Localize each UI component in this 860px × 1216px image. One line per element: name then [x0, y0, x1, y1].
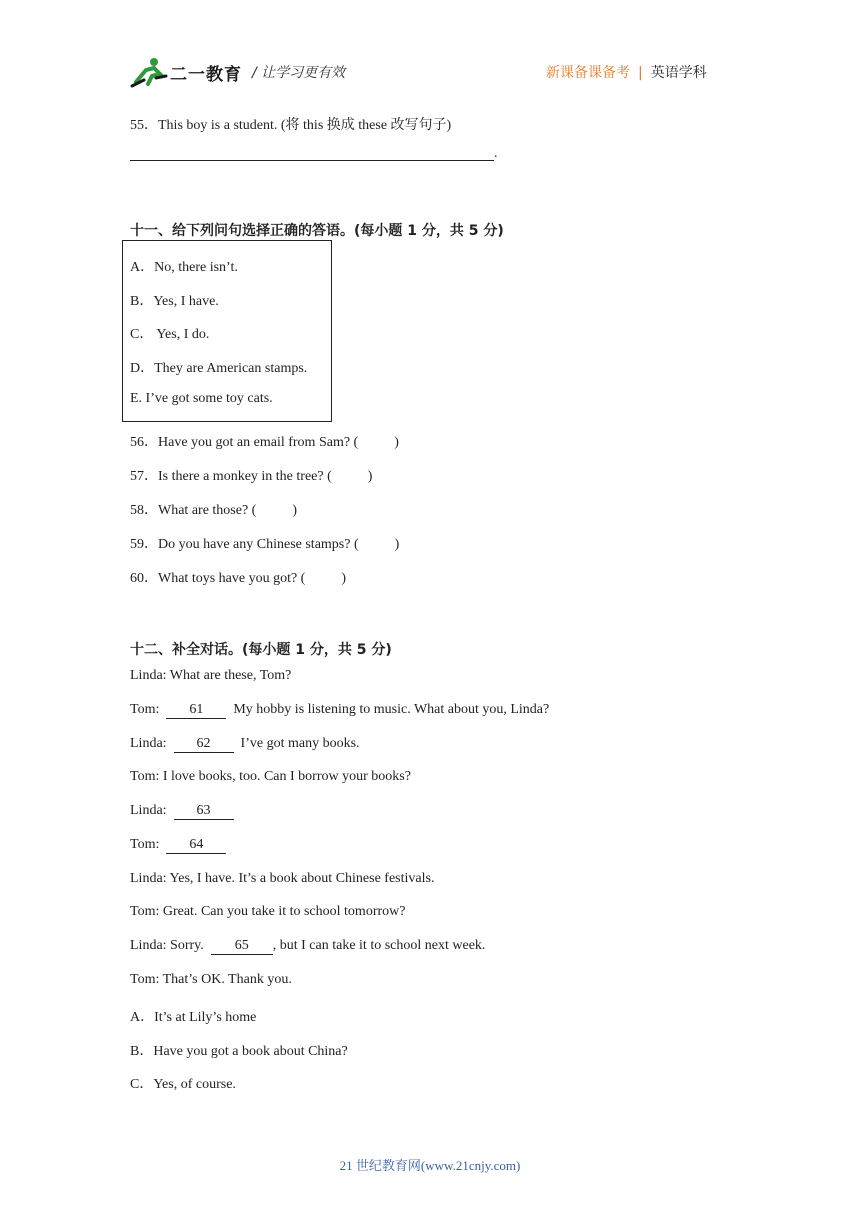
dialog-line-2: [130, 702, 549, 719]
speaker-linda: Linda:: [130, 803, 167, 818]
section-12-heading: 十二、补全对话。(每小题 1 分，共 5 分): [130, 642, 392, 658]
speaker-linda: Linda: Sorry.: [130, 938, 204, 953]
dialog-line-10: Tom: That’s OK. Thank you.: [130, 972, 292, 987]
question-57-close: ): [367, 469, 373, 484]
runner-logo-icon: [130, 56, 170, 90]
answer-line-end: .: [494, 146, 498, 161]
blank-65[interactable]: 65: [211, 938, 273, 955]
question-59-close: ): [394, 537, 400, 552]
question-55: 55．This boy is a student. (将 this 换成 these 改写句子): [130, 118, 452, 133]
answer-line-55[interactable]: [130, 160, 494, 161]
question-56: [130, 431, 399, 451]
dialog-line-4: Tom: I love books, too. Can I borrow your books?: [130, 769, 411, 784]
dialog-line-9: [130, 938, 485, 955]
choice-a: A．It’s at Lily’s home: [130, 1010, 257, 1025]
question-59: [130, 533, 399, 553]
blank-64[interactable]: 64: [166, 837, 226, 854]
question-58-close: ): [292, 503, 298, 518]
question-56-text: 56．Have you got an email from Sam? (: [130, 435, 359, 450]
dialog-line-1: Linda: What are these, Tom?: [130, 668, 292, 683]
speaker-linda: Linda:: [130, 736, 167, 751]
header-separator: |: [638, 65, 643, 81]
dialog-line-3-text: I’ve got many books.: [240, 736, 360, 751]
blank-61[interactable]: 61: [166, 702, 226, 719]
blank-63[interactable]: 63: [174, 803, 234, 820]
header-course-label: 新课备课备考: [546, 65, 630, 81]
brand-logo: [130, 56, 240, 90]
dialog-line-6: [130, 837, 226, 854]
choice-b: B．Have you got a book about China?: [130, 1044, 348, 1059]
logo-text: 二一教育: [170, 65, 242, 85]
dialog-line-5: [130, 803, 234, 820]
question-57-text: 57．Is there a monkey in the tree? (: [130, 469, 332, 484]
header-subject-label: 英语学科: [650, 65, 707, 81]
question-59-text: 59．Do you have any Chinese stamps? (: [130, 537, 359, 552]
option-c: C． Yes, I do.: [130, 327, 210, 342]
blank-62[interactable]: 62: [174, 736, 234, 753]
option-e: E. I’ve got some toy cats.: [130, 391, 273, 406]
section-11-heading: 十一、给下列问句选择正确的答语。(每小题 1 分，共 5 分): [130, 223, 504, 239]
dialog-line-8: Tom: Great. Can you take it to school tomorrow?: [130, 904, 406, 919]
header-subject: [546, 62, 707, 82]
question-60: [130, 567, 346, 587]
option-b: B．Yes, I have.: [130, 294, 219, 309]
dialog-line-3: [130, 736, 360, 753]
speaker-tom: Tom:: [130, 702, 160, 717]
footer-source: 21 世纪教育网(www.21cnjy.com): [339, 1158, 521, 1173]
question-58-text: 58．What are those? (: [130, 503, 257, 518]
speaker-tom: Tom:: [130, 837, 160, 852]
option-d: D．They are American stamps.: [130, 361, 308, 376]
dialog-line-7: Linda: Yes, I have. It’s a book about Chinese festivals.: [130, 871, 435, 886]
question-60-close: ): [341, 571, 347, 586]
question-60-text: 60．What toys have you got? (: [130, 571, 306, 586]
question-56-close: ): [394, 435, 399, 450]
question-58: [130, 499, 297, 519]
dialog-line-9-text: , but I can take it to school next week.: [272, 938, 486, 953]
choice-c: C．Yes, of course.: [130, 1077, 236, 1092]
option-a: A．No, there isn’t.: [130, 260, 238, 275]
dialog-line-2-text: My hobby is listening to music. What about you, Linda?: [233, 702, 550, 717]
question-57: [130, 465, 372, 485]
slogan: / 让学习更有效: [252, 65, 346, 81]
